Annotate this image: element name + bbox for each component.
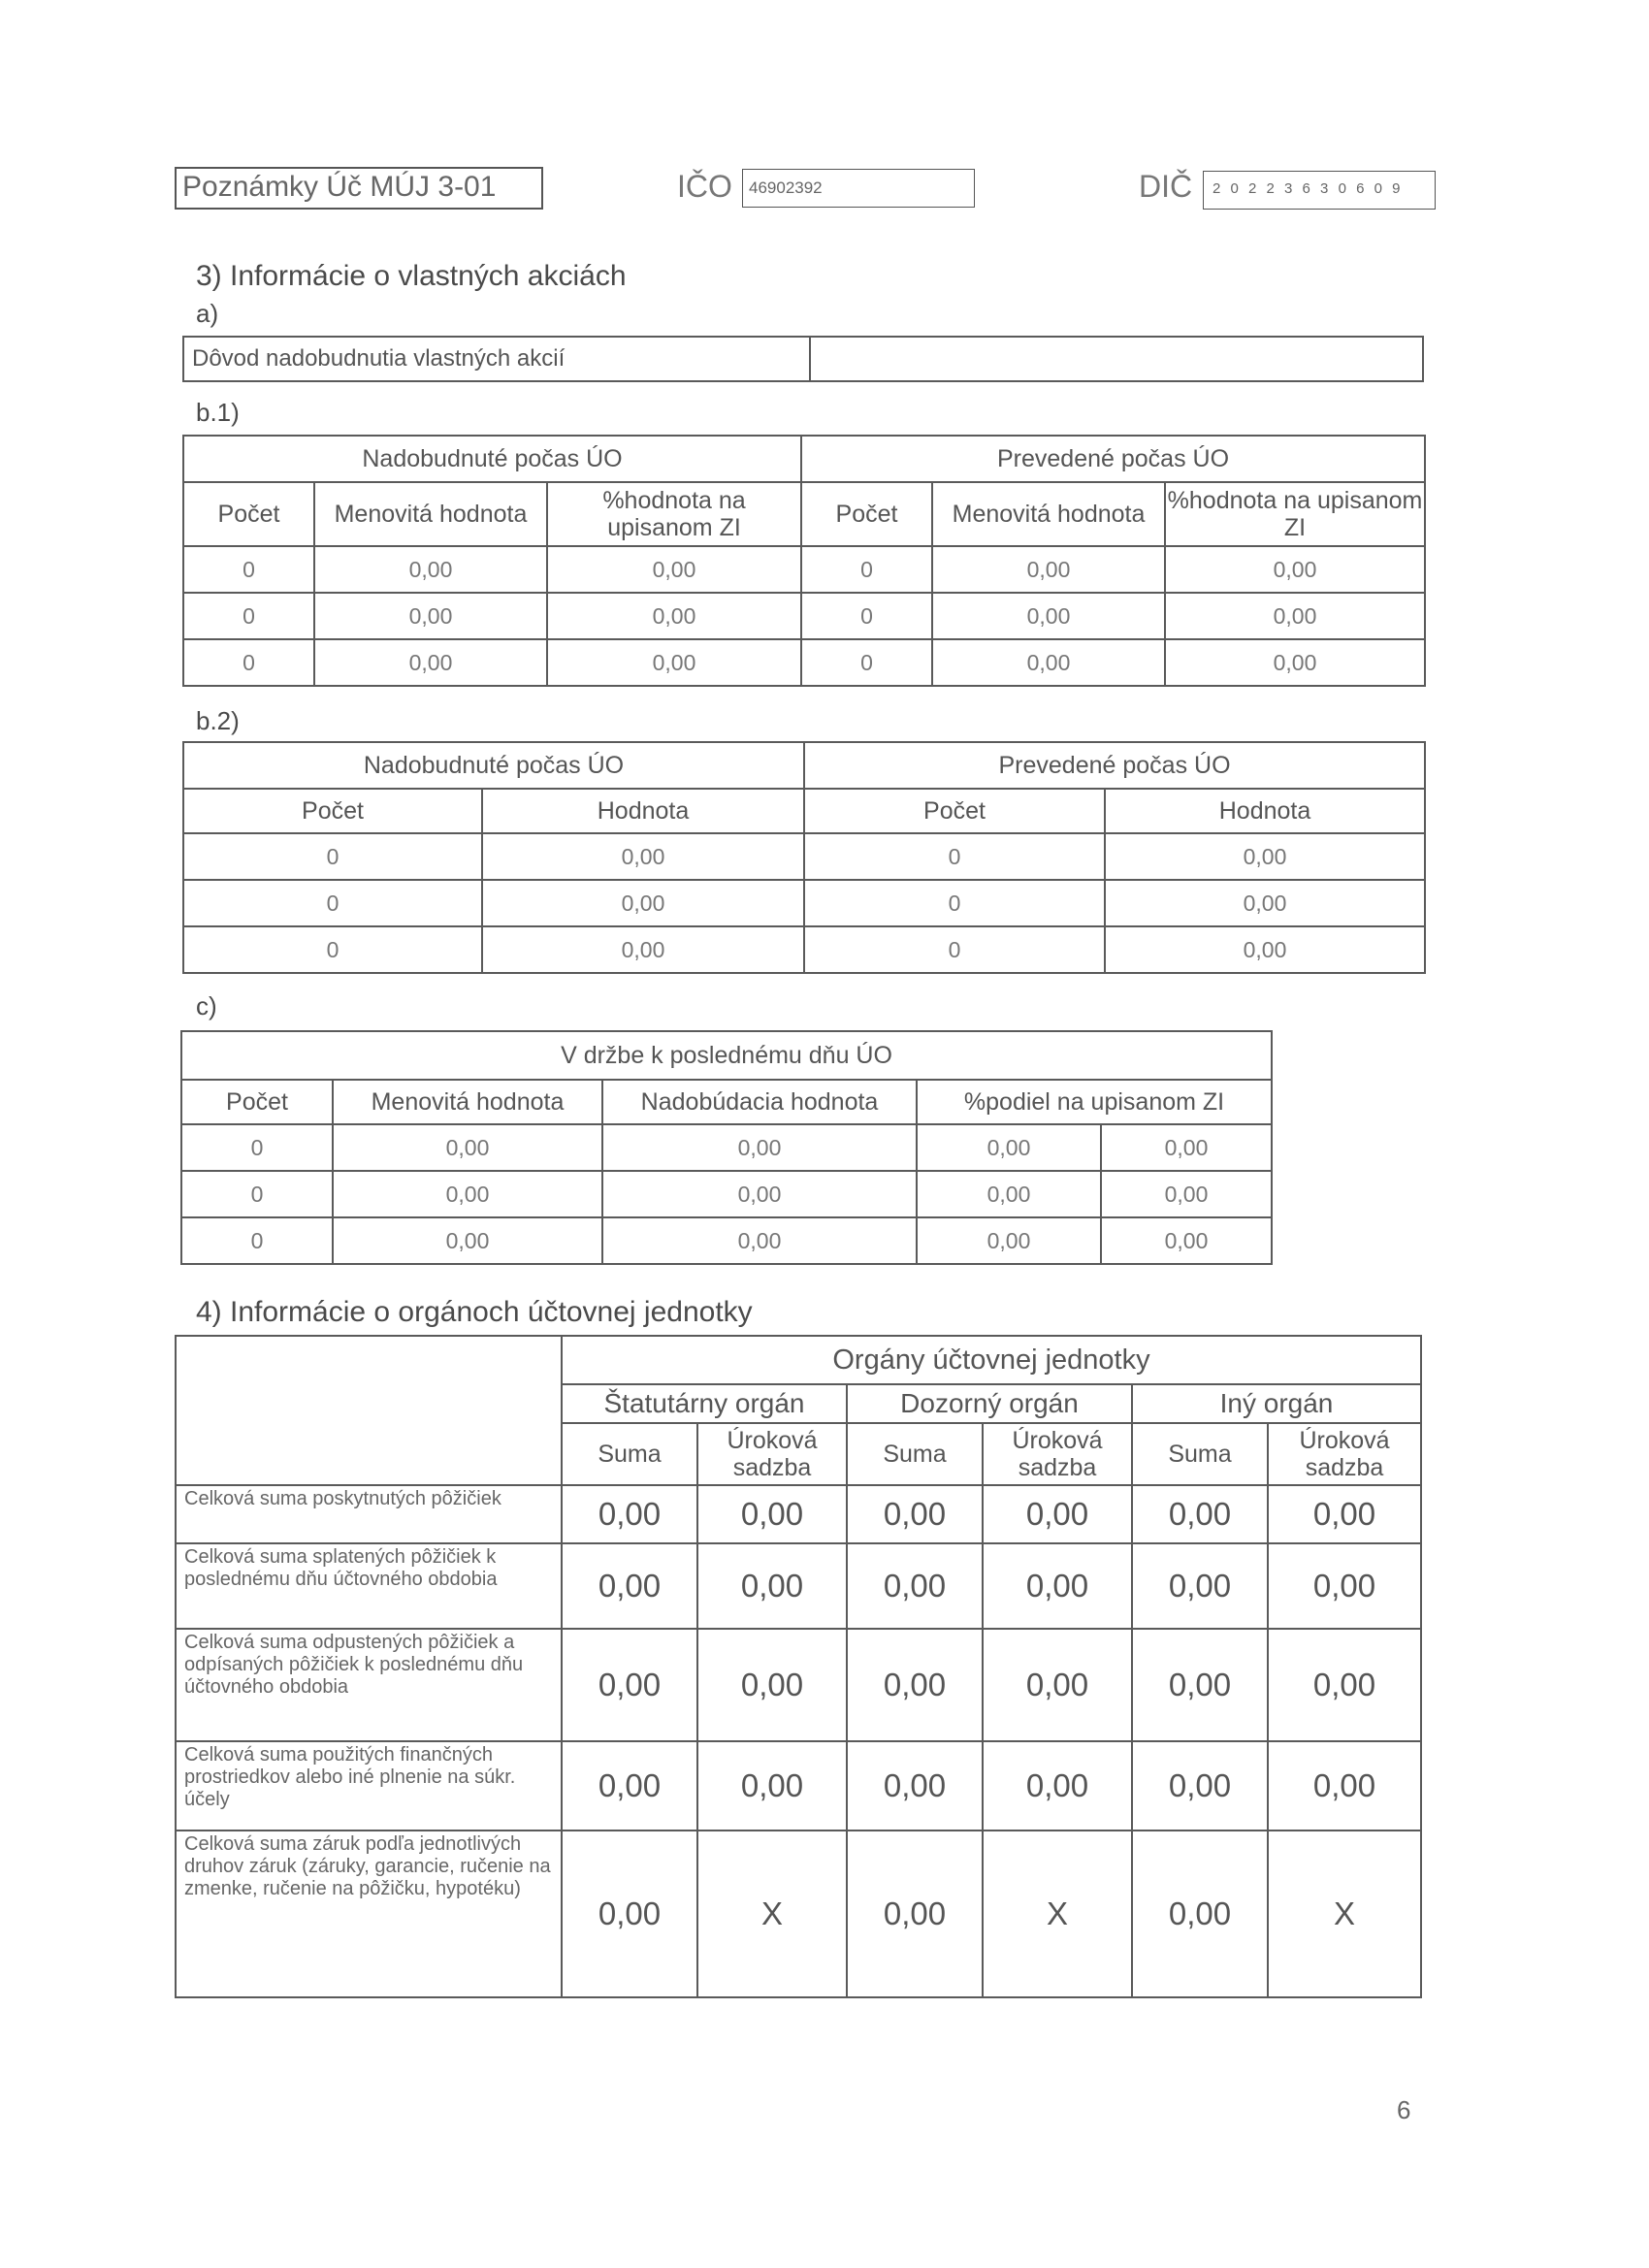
organs-table	[175, 1335, 1422, 1998]
sum-header: Suma	[847, 1423, 983, 1485]
dic-label: DIČ	[1139, 169, 1193, 204]
table-cell: 0,00	[602, 1124, 917, 1171]
table-cell: 0,00	[314, 639, 547, 686]
table-cell: 0,00	[1105, 833, 1425, 880]
table-cell: 0,00	[932, 593, 1165, 639]
b2-col-header: Počet	[183, 789, 482, 833]
table-cell: 0,00	[562, 1543, 697, 1629]
c-col-header: Počet	[181, 1080, 333, 1124]
table-cell: 0,00	[1165, 593, 1425, 639]
table-cell: 0,00	[333, 1217, 602, 1264]
table-cell: 0	[183, 833, 482, 880]
table-cell: 0,00	[932, 639, 1165, 686]
table-cell: 0	[181, 1171, 333, 1217]
table-cell: 0,00	[547, 546, 801, 593]
reason-value	[810, 337, 1423, 381]
b2-table	[182, 741, 1426, 974]
b1-label: b.1)	[196, 398, 240, 427]
table-cell: 0	[801, 639, 932, 686]
table-cell: 0,00	[1165, 639, 1425, 686]
table-cell: 0,00	[1132, 1741, 1268, 1831]
sum-header: Suma	[1132, 1423, 1268, 1485]
table-cell: 0,00	[1132, 1543, 1268, 1629]
table-cell: 0,00	[602, 1217, 917, 1264]
table-cell: X	[1268, 1831, 1421, 1997]
table-cell: 0	[183, 593, 314, 639]
reason-label: Dôvod nadobudnutia vlastných akcií	[183, 337, 810, 381]
organs-corner	[176, 1336, 562, 1485]
table-cell: 0,00	[847, 1831, 983, 1997]
table-cell: 0	[801, 546, 932, 593]
c-table	[180, 1030, 1273, 1265]
table-cell: 0,00	[482, 926, 804, 973]
table-cell: 0,00	[1105, 880, 1425, 926]
table-cell: 0,00	[482, 880, 804, 926]
b2-acquired-header: Nadobudnuté počas ÚO	[183, 742, 804, 789]
table-cell: 0,00	[697, 1543, 847, 1629]
table-cell: 0	[804, 833, 1105, 880]
table-cell: 0,00	[697, 1485, 847, 1543]
section3-title: 3) Informácie o vlastných akciách	[196, 260, 627, 292]
table-cell: 0,00	[983, 1741, 1132, 1831]
b2-transferred-header: Prevedené počas ÚO	[804, 742, 1425, 789]
b2-col-header: Počet	[804, 789, 1105, 833]
table-cell: 0,00	[932, 546, 1165, 593]
table-cell: 0	[183, 546, 314, 593]
table-cell: 0,00	[1132, 1831, 1268, 1997]
table-cell: 0	[804, 926, 1105, 973]
table-cell: 0,00	[983, 1629, 1132, 1741]
b1-col-header: Menovitá hodnota	[314, 482, 547, 546]
table-cell: 0,00	[547, 593, 801, 639]
form-label: Poznámky Úč MÚJ 3-01	[182, 171, 497, 203]
b1-col-header: %hodnota na upisanom ZI	[547, 482, 801, 546]
table-cell: 0	[181, 1217, 333, 1264]
c-col-header: Nadobúdacia hodnota	[602, 1080, 917, 1124]
row-label: Celková suma odpustených pôžičiek a odpísaných pôžičiek k poslednému dňu účtovného obdobia	[176, 1629, 562, 1741]
c-col-header: Menovitá hodnota	[333, 1080, 602, 1124]
table-cell: 0,00	[562, 1831, 697, 1997]
table-cell: 0,00	[1101, 1171, 1272, 1217]
table-cell: 0,00	[697, 1741, 847, 1831]
sum-header: Suma	[562, 1423, 697, 1485]
row-label: Celková suma záruk podľa jednotlivých druhov záruk (záruky, garancie, ručenie na zmenke, ručenie na pôžičku, hypotéku)	[176, 1831, 562, 1997]
row-label: Celková suma splatených pôžičiek k poslednému dňu účtovného obdobia	[176, 1543, 562, 1629]
table-cell: 0,00	[482, 833, 804, 880]
table-cell: 0,00	[547, 639, 801, 686]
section3-a-label: a)	[196, 299, 219, 328]
table-cell: 0,00	[314, 546, 547, 593]
b2-label: b.2)	[196, 706, 240, 735]
table-cell: 0,00	[1101, 1217, 1272, 1264]
organs-group-header: Orgány účtovnej jednotky	[562, 1336, 1421, 1384]
table-cell: 0	[804, 880, 1105, 926]
table-cell: 0,00	[847, 1741, 983, 1831]
b1-table	[182, 435, 1426, 687]
table-cell: 0,00	[1165, 546, 1425, 593]
table-cell: 0,00	[602, 1171, 917, 1217]
table-cell: 0	[181, 1124, 333, 1171]
c-title: V držbe k poslednému dňu ÚO	[181, 1031, 1272, 1080]
table-cell: 0,00	[333, 1124, 602, 1171]
table-cell: X	[697, 1831, 847, 1997]
table-cell: 0,00	[847, 1629, 983, 1741]
table-cell: 0,00	[1268, 1741, 1421, 1831]
rate-header: Úroková sadzba	[1268, 1423, 1421, 1485]
c-label: c)	[196, 991, 217, 1021]
rate-header: Úroková sadzba	[697, 1423, 847, 1485]
b2-col-header: Hodnota	[482, 789, 804, 833]
page-number: 6	[1397, 2095, 1411, 2124]
b1-col-header: %hodnota na upisanom ZI	[1165, 482, 1425, 546]
row-label: Celková suma poskytnutých pôžičiek	[176, 1485, 562, 1543]
table-cell: 0,00	[1268, 1485, 1421, 1543]
table-cell: 0,00	[562, 1741, 697, 1831]
table-cell: 0	[801, 593, 932, 639]
ico-value: 46902392	[749, 178, 823, 197]
table-cell: 0,00	[983, 1485, 1132, 1543]
table-cell: 0,00	[333, 1171, 602, 1217]
table-cell: 0,00	[917, 1124, 1101, 1171]
table-cell: X	[983, 1831, 1132, 1997]
dic-value: 2 0 2 2 3 6 3 0 6 0 9	[1212, 180, 1404, 197]
c-col-header: %podiel na upisanom ZI	[917, 1080, 1272, 1124]
reason-table	[182, 336, 1424, 382]
section4-title: 4) Informácie o orgánoch účtovnej jednotky	[196, 1296, 753, 1328]
ico-label: IČO	[677, 169, 732, 204]
table-cell: 0	[183, 639, 314, 686]
b1-transferred-header: Prevedené počas ÚO	[801, 436, 1425, 482]
table-cell: 0,00	[1105, 926, 1425, 973]
table-cell: 0,00	[562, 1629, 697, 1741]
b1-acquired-header: Nadobudnuté počas ÚO	[183, 436, 801, 482]
table-cell: 0,00	[847, 1543, 983, 1629]
b2-col-header: Hodnota	[1105, 789, 1425, 833]
row-label: Celková suma použitých finančných prostriedkov alebo iné plnenie na súkr. účely	[176, 1741, 562, 1831]
table-cell: 0,00	[562, 1485, 697, 1543]
table-cell: 0,00	[847, 1485, 983, 1543]
organ-header: Štatutárny orgán	[562, 1384, 847, 1423]
table-cell: 0,00	[697, 1629, 847, 1741]
table-cell: 0,00	[1101, 1124, 1272, 1171]
table-cell: 0,00	[917, 1217, 1101, 1264]
b1-col-header: Počet	[183, 482, 314, 546]
table-cell: 0	[183, 926, 482, 973]
table-cell: 0	[183, 880, 482, 926]
b1-col-header: Počet	[801, 482, 932, 546]
table-cell: 0,00	[983, 1543, 1132, 1629]
table-cell: 0,00	[1268, 1629, 1421, 1741]
table-cell: 0,00	[1132, 1629, 1268, 1741]
rate-header: Úroková sadzba	[983, 1423, 1132, 1485]
table-cell: 0,00	[314, 593, 547, 639]
organ-header: Iný orgán	[1132, 1384, 1421, 1423]
organ-header: Dozorný orgán	[847, 1384, 1132, 1423]
table-cell: 0,00	[1268, 1543, 1421, 1629]
table-cell: 0,00	[1132, 1485, 1268, 1543]
b1-col-header: Menovitá hodnota	[932, 482, 1165, 546]
table-cell: 0,00	[917, 1171, 1101, 1217]
